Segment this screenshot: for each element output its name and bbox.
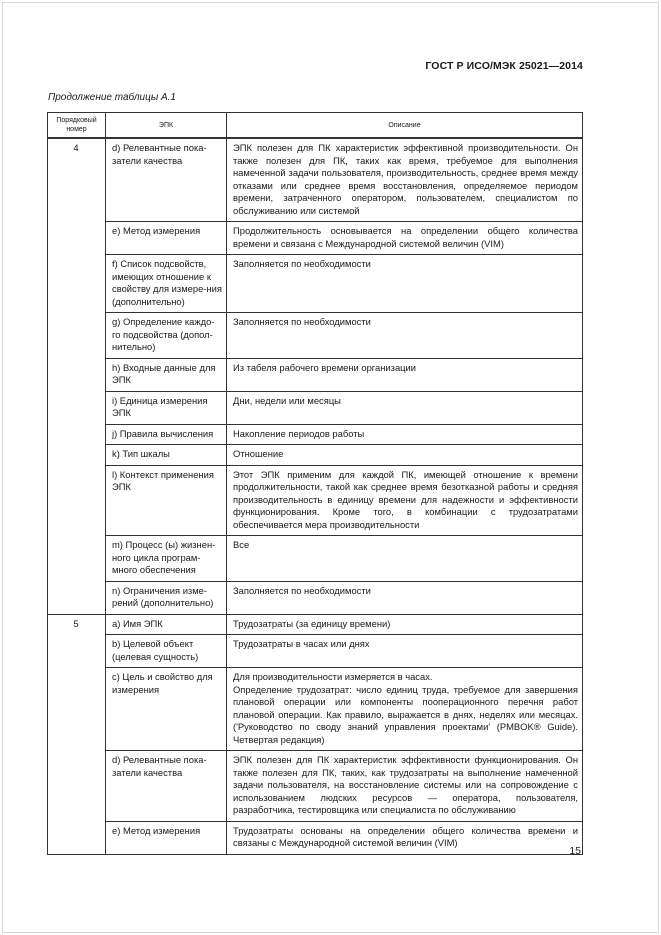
row-group-number: 5 (48, 614, 106, 854)
description-cell: Продолжительность основывается на определении общего количества времени и связана с Международной системой величин (VIM) (227, 222, 583, 255)
epk-cell: e) Метод измерения (106, 821, 227, 854)
description-cell: Отношение (227, 445, 583, 466)
epk-cell: g) Определение каждо-го подсвойства (допол-нительно) (106, 313, 227, 359)
epk-cell: i) Единица измерения ЭПК (106, 391, 227, 424)
epk-cell: k) Тип шкалы (106, 445, 227, 466)
table-caption: Продолжение таблицы А.1 (48, 92, 176, 103)
table-row (48, 222, 583, 255)
description-cell: Все (227, 536, 583, 582)
table-row (48, 465, 583, 536)
epk-cell: a) Имя ЭПК (106, 614, 227, 635)
table-row (48, 445, 583, 466)
description-cell: Накопление периодов работы (227, 424, 583, 445)
table-row (48, 821, 583, 854)
table-row (48, 424, 583, 445)
description-cell: Заполняется по необходимости (227, 255, 583, 313)
description-cell: Для производительности измеряется в часах. Определение трудозатрат: число единиц труда, требуемое для завершения плановой операции или компоненты пооперационного перечня работ плановой операции. Как правило, выражается в днях, неделях или месяцах. ('Руководство по своду знаний управления проектами' (PMBOK® Guide). Четвертая редакция) (227, 668, 583, 751)
table-row (48, 391, 583, 424)
header-epk: ЭПК (106, 113, 227, 139)
table-row (48, 255, 583, 313)
table-body (48, 138, 583, 854)
epk-cell: n) Ограничения изме-рений (дополнительно) (106, 581, 227, 614)
description-cell: Трудозатраты в часах или днях (227, 635, 583, 668)
epk-cell: h) Входные данные для ЭПК (106, 358, 227, 391)
standard-header: ГОСТ Р ИСО/МЭК 25021—2014 (425, 60, 583, 72)
table-row (48, 358, 583, 391)
epk-cell: l) Контекст применения ЭПК (106, 465, 227, 536)
row-group-number: 4 (48, 138, 106, 614)
page-number: 15 (569, 845, 581, 857)
table-row (48, 536, 583, 582)
epk-cell: b) Целевой объект (целевая сущность) (106, 635, 227, 668)
epk-cell: f) Список подсвойств, имеющих отношение к свойству для измере-ния (дополнительно) (106, 255, 227, 313)
description-cell: Трудозатраты основаны на определении общего количества времени и связаны с Международной системой величин (VIM) (227, 821, 583, 854)
table-row (48, 581, 583, 614)
table-row (48, 635, 583, 668)
epk-cell: m) Процесс (ы) жизнен-ного цикла програм-много обеспечения (106, 536, 227, 582)
description-cell: Этот ЭПК применим для каждой ПК, имеющей отношение к времени продолжительности, такой как среднее время безотказной работы и средняя производительность в единицу времени для надежности и эффективности функционирования. Кроме того, в комбинации с трудозатратами обеспечивается мера производительности (227, 465, 583, 536)
table-row (48, 668, 583, 751)
table-header-row (48, 113, 583, 139)
table-row (48, 313, 583, 359)
table-row (48, 138, 583, 222)
description-cell: Заполняется по необходимости (227, 581, 583, 614)
header-description: Описание (227, 113, 583, 139)
header-number: Порядковый номер (48, 113, 106, 139)
epk-cell: c) Цель и свойство для измерения (106, 668, 227, 751)
table-row (48, 751, 583, 822)
epk-cell: d) Релевантные пока-затели качества (106, 751, 227, 822)
epk-cell: d) Релевантные пока-затели качества (106, 138, 227, 222)
description-cell: Заполняется по необходимости (227, 313, 583, 359)
description-cell: Из табеля рабочего времени организации (227, 358, 583, 391)
table-row (48, 614, 583, 635)
epk-cell: e) Метод измерения (106, 222, 227, 255)
description-cell: Трудозатраты (за единицу времени) (227, 614, 583, 635)
epk-cell: j) Правила вычисления (106, 424, 227, 445)
description-cell: Дни, недели или месяцы (227, 391, 583, 424)
epk-table (47, 112, 583, 855)
description-cell: ЭПК полезен для ПК характеристик эффективности функционирования. Он также полезен для ПК, таких, как трудозатраты на выполнение намеченной задачи пользователя, на восстановление системы или на сопровождение с использованием людских ресурсов — оператора, пользователя, разработчика, тестировщика или специалиста по обслуживанию (227, 751, 583, 822)
description-cell: ЭПК полезен для ПК характеристик эффективной производительности. Он также полезен для ПК, таких как время, требуемое для выполнения намеченной задачи пользователя, производительность, среднее время между отказами или среднее время восстановления, определяемое периодом времени, затраченного оператором, пользователем, специалистом по обслуживанию или системой (227, 138, 583, 222)
